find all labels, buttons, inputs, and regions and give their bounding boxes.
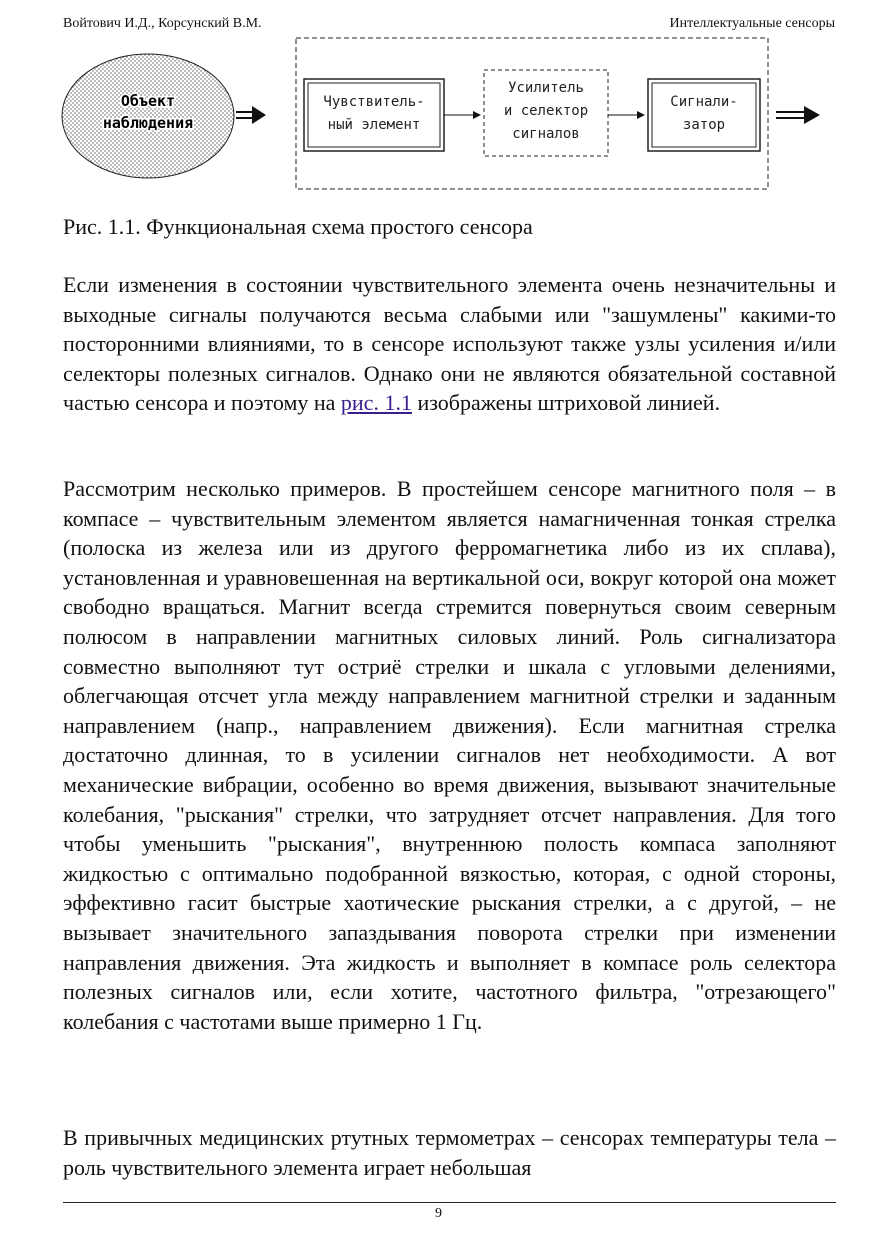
- amplifier-label-line2: и селектор: [503, 103, 589, 119]
- object-label-line1: Объект: [120, 92, 176, 110]
- sensing-element-box: [304, 79, 444, 151]
- signaller-label-line2: затор: [682, 117, 726, 133]
- paragraph-1: [63, 270, 836, 418]
- figure-reference-link[interactable]: рис. 1.1: [340, 390, 412, 416]
- figure-caption: Рис. 1.1. Функциональная схема простого сенсора: [63, 214, 533, 239]
- paragraph-3: В привычных медицинских ртутных термометрах – сенсорах температуры тела – роль чувствительного элемента играет небольшая: [63, 1125, 836, 1180]
- paragraph-1-text-end: изображены штриховой линией.: [411, 390, 721, 416]
- sensor-functional-diagram: [60, 34, 840, 194]
- output-double-arrow: [776, 106, 820, 124]
- signaller-box: [648, 79, 760, 151]
- paragraph-2: Рассмотрим несколько примеров. В простейшем сенсоре магнитного поля – в компасе – чувствительным элементом является намагниченная тонкая стрелка (полоска из железа или из другого ферромагнетика либо из их сплава), установленная и уравновешенная на вертикальной оси, вокруг которой она может свободно вращаться. Магнит всегда стремится повернуться своим северным полюсом в направлении магнитных силовых линий. Роль сигнализатора совместно выполняют тут остриё стрелки и шкала с угловыми делениями, облегчающая отсчет угла между направлением магнитной стрелки и заданным направлением (напр., направлением движения). Если магнитная стрелка достаточно длинная, то в усилении сигналов нет необходимости. А вот механические вибрации, особенно во время движения, вызывают значительные колебания, "рыскания" стрелки, что затрудняет отсчет направления. Для того чтобы уменьшить "рыскания", внутреннюю полость компаса заполняют жидкостью с оптимально подобранной вязкостью, которая, с одной стороны, эффективно гасит быстрые хаотические рыскания стрелки, а с другой, – не вызывает значительного запаздывания поворота стрелки при изменении направления движения. Эта жидкость и выполняет в компасе роль селектора полезных сигналов или, если хотите, частотного фильтра, "отрезающего" колебания с частотами выше примерно 1 Гц.: [63, 476, 836, 1034]
- object-label-line2: наблюдения: [102, 114, 194, 132]
- paragraph-1-text: Если изменения в состоянии чувствительного элемента очень незначительны и выходные сигналы получаются весьма слабыми или "зашумлены" какими-то посторонними влияниями, то в сенсоре используют также узлы усиления и/или селекторы полезных сигналов. Однако они не являются обязательной составной частью сенсора и поэтому на: [63, 272, 836, 416]
- amplifier-label-line3: сигналов: [512, 126, 580, 142]
- running-header-authors: Войтович И.Д., Корсунский В.М.: [63, 16, 262, 31]
- footer-rule: [63, 1202, 836, 1203]
- amplifier-label-line1: Усилитель: [508, 80, 584, 96]
- input-double-arrow: [236, 106, 266, 124]
- sensing-element-label-line1: Чувствитель-: [323, 94, 425, 110]
- signaller-label-line1: Сигнали-: [670, 94, 738, 110]
- page-number: 9: [435, 1206, 442, 1221]
- sensing-element-label-line2: ный элемент: [327, 117, 421, 133]
- running-header-title: Интеллектуальные сенсоры: [669, 16, 835, 31]
